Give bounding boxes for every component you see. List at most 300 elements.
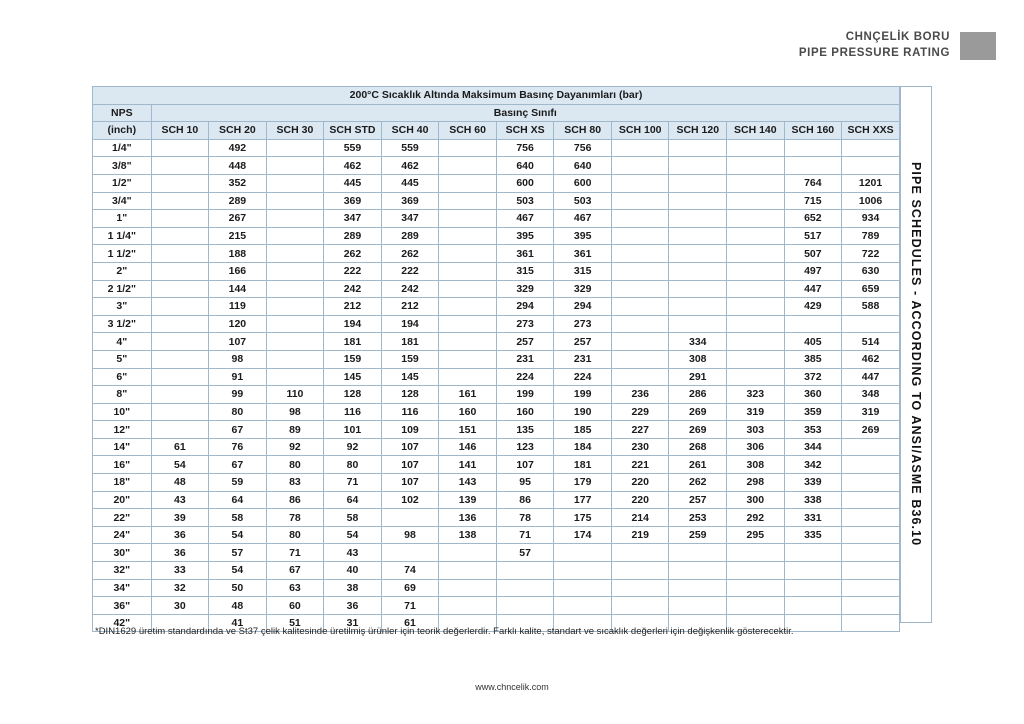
pressure-cell: 319 xyxy=(842,403,900,421)
nps-cell: 3/4" xyxy=(93,192,152,210)
pressure-cell: 261 xyxy=(669,456,727,474)
pressure-cell xyxy=(727,544,785,562)
pressure-cell: 462 xyxy=(324,157,382,175)
pressure-cell: 146 xyxy=(439,438,497,456)
pressure-cell xyxy=(439,192,497,210)
pressure-cell: 184 xyxy=(554,438,612,456)
pressure-cell: 86 xyxy=(266,491,324,509)
pressure-cell: 492 xyxy=(209,139,267,157)
pressure-cell xyxy=(611,227,669,245)
pressure-class-header: Basınç Sınıfı xyxy=(151,104,899,122)
pressure-cell: 67 xyxy=(209,421,267,439)
pressure-cell xyxy=(266,192,324,210)
pressure-cell: 139 xyxy=(439,491,497,509)
pressure-cell: 295 xyxy=(727,526,785,544)
page-header xyxy=(799,30,996,61)
pressure-cell xyxy=(727,579,785,597)
pressure-cell: 199 xyxy=(554,386,612,404)
pressure-cell xyxy=(554,562,612,580)
side-banner-label: PIPE SCHEDULES - ACCORDING TO ANSI/ASME B36.10 xyxy=(909,162,923,547)
pressure-cell xyxy=(842,509,900,527)
pressure-cell: 347 xyxy=(381,210,439,228)
pressure-cell: 145 xyxy=(381,368,439,386)
column-header: SCH 20 xyxy=(209,122,267,140)
pressure-cell xyxy=(611,280,669,298)
nps-cell: 8" xyxy=(93,386,152,404)
pressure-cell xyxy=(842,562,900,580)
pressure-cell: 60 xyxy=(266,597,324,615)
pressure-cell: 600 xyxy=(496,174,554,192)
table-row xyxy=(93,315,900,333)
pressure-cell xyxy=(727,350,785,368)
pressure-cell: 292 xyxy=(727,509,785,527)
pressure-cell: 514 xyxy=(842,333,900,351)
pressure-cell xyxy=(496,597,554,615)
table-row xyxy=(93,262,900,280)
pressure-cell xyxy=(151,350,209,368)
nps-cell: 3/8" xyxy=(93,157,152,175)
pressure-cell: 298 xyxy=(727,474,785,492)
pressure-cell xyxy=(611,315,669,333)
pressure-cell xyxy=(439,368,497,386)
pressure-cell xyxy=(669,315,727,333)
pressure-cell: 236 xyxy=(611,386,669,404)
table-row xyxy=(93,509,900,527)
pressure-cell xyxy=(151,298,209,316)
pressure-cell xyxy=(727,227,785,245)
pressure-cell xyxy=(842,597,900,615)
pressure-cell: 640 xyxy=(554,157,612,175)
pressure-cell: 141 xyxy=(439,456,497,474)
pressure-cell xyxy=(727,192,785,210)
pressure-cell xyxy=(266,350,324,368)
pressure-cell: 273 xyxy=(496,315,554,333)
pressure-cell: 262 xyxy=(324,245,382,263)
pressure-cell: 43 xyxy=(324,544,382,562)
table-row xyxy=(93,210,900,228)
pressure-rating-table xyxy=(92,86,900,632)
pressure-cell: 185 xyxy=(554,421,612,439)
pressure-cell: 447 xyxy=(842,368,900,386)
table-row xyxy=(93,386,900,404)
pressure-cell: 503 xyxy=(554,192,612,210)
pressure-cell xyxy=(439,157,497,175)
pressure-cell: 253 xyxy=(669,509,727,527)
pressure-cell: 36 xyxy=(324,597,382,615)
nps-cell: 12" xyxy=(93,421,152,439)
pressure-cell xyxy=(439,174,497,192)
pressure-cell: 58 xyxy=(324,509,382,527)
pressure-cell xyxy=(727,262,785,280)
nps-cell: 42" xyxy=(93,614,152,632)
pressure-cell: 30 xyxy=(151,597,209,615)
pressure-cell xyxy=(439,315,497,333)
column-header: SCH XS xyxy=(496,122,554,140)
pressure-cell: 395 xyxy=(554,227,612,245)
pressure-cell: 262 xyxy=(669,474,727,492)
table-row xyxy=(93,474,900,492)
pressure-cell xyxy=(669,280,727,298)
pressure-cell: 257 xyxy=(554,333,612,351)
pressure-cell xyxy=(439,139,497,157)
pressure-cell: 71 xyxy=(496,526,554,544)
pressure-cell xyxy=(842,614,900,632)
pressure-cell xyxy=(151,227,209,245)
pressure-cell: 308 xyxy=(727,456,785,474)
pressure-cell xyxy=(554,597,612,615)
pressure-cell: 80 xyxy=(324,456,382,474)
pressure-cell: 109 xyxy=(381,421,439,439)
pressure-cell xyxy=(727,333,785,351)
pressure-cell: 116 xyxy=(324,403,382,421)
pressure-cell xyxy=(151,245,209,263)
nps-cell: 1/4" xyxy=(93,139,152,157)
pressure-cell xyxy=(727,562,785,580)
table-row xyxy=(93,368,900,386)
pressure-cell xyxy=(611,210,669,228)
pressure-cell: 92 xyxy=(324,438,382,456)
nps-cell: 1/2" xyxy=(93,174,152,192)
pressure-cell: 224 xyxy=(496,368,554,386)
pressure-cell: 166 xyxy=(209,262,267,280)
pressure-cell xyxy=(266,210,324,228)
pressure-cell xyxy=(266,174,324,192)
footnote: *DIN1629 üretim standardında ve St37 çelik kalitesinde üretilmiş ürünler için teorik değerlerdir. Farklı kalite, standart ve sıcaklık değerleri için değişkenlik gösterecektir. xyxy=(95,626,794,637)
nps-cell: 2 1/2" xyxy=(93,280,152,298)
pressure-cell xyxy=(611,350,669,368)
pressure-cell: 323 xyxy=(727,386,785,404)
nps-cell: 14" xyxy=(93,438,152,456)
column-header: SCH 40 xyxy=(381,122,439,140)
pressure-cell: 269 xyxy=(842,421,900,439)
pressure-cell xyxy=(842,315,900,333)
nps-cell: 18" xyxy=(93,474,152,492)
pressure-cell xyxy=(784,157,842,175)
pressure-cell: 54 xyxy=(209,562,267,580)
pressure-cell: 41 xyxy=(209,614,267,632)
pressure-cell: 497 xyxy=(784,262,842,280)
pressure-cell xyxy=(842,526,900,544)
pressure-cell: 107 xyxy=(209,333,267,351)
nps-cell: 16" xyxy=(93,456,152,474)
pressure-cell: 48 xyxy=(151,474,209,492)
pressure-cell xyxy=(151,192,209,210)
pressure-cell: 151 xyxy=(439,421,497,439)
pressure-cell: 227 xyxy=(611,421,669,439)
pressure-cell xyxy=(784,139,842,157)
nps-cell: 10" xyxy=(93,403,152,421)
pressure-cell: 289 xyxy=(381,227,439,245)
pressure-cell: 135 xyxy=(496,421,554,439)
pressure-cell: 36 xyxy=(151,544,209,562)
pressure-cell xyxy=(554,579,612,597)
pressure-cell: 51 xyxy=(266,614,324,632)
pressure-cell: 447 xyxy=(784,280,842,298)
table-row xyxy=(93,298,900,316)
pressure-cell xyxy=(151,157,209,175)
nps-cell: 4" xyxy=(93,333,152,351)
pressure-cell: 32 xyxy=(151,579,209,597)
pressure-cell xyxy=(611,174,669,192)
pressure-cell: 57 xyxy=(496,544,554,562)
pressure-cell: 221 xyxy=(611,456,669,474)
pressure-cell: 71 xyxy=(324,474,382,492)
pressure-cell: 64 xyxy=(209,491,267,509)
pressure-cell: 1006 xyxy=(842,192,900,210)
table-row xyxy=(93,227,900,245)
column-header: SCH XXS xyxy=(842,122,900,140)
pressure-cell: 83 xyxy=(266,474,324,492)
nps-cell: 1 1/2" xyxy=(93,245,152,263)
pressure-cell: 231 xyxy=(554,350,612,368)
pressure-cell xyxy=(727,368,785,386)
pressure-cell: 267 xyxy=(209,210,267,228)
pressure-cell: 80 xyxy=(209,403,267,421)
pressure-cell xyxy=(611,157,669,175)
pressure-cell xyxy=(611,139,669,157)
pressure-cell: 429 xyxy=(784,298,842,316)
pressure-cell: 78 xyxy=(266,509,324,527)
pressure-cell xyxy=(439,333,497,351)
pressure-cell: 123 xyxy=(496,438,554,456)
pressure-cell: 588 xyxy=(842,298,900,316)
table-row xyxy=(93,192,900,210)
pressure-cell xyxy=(842,157,900,175)
pressure-cell: 222 xyxy=(381,262,439,280)
table-row xyxy=(93,157,900,175)
table-row xyxy=(93,421,900,439)
pressure-cell xyxy=(151,280,209,298)
pressure-cell: 61 xyxy=(381,614,439,632)
table-row xyxy=(93,350,900,368)
table-row xyxy=(93,544,900,562)
pressure-cell: 257 xyxy=(496,333,554,351)
pressure-cell xyxy=(611,597,669,615)
pressure-cell: 242 xyxy=(324,280,382,298)
column-header: SCH 10 xyxy=(151,122,209,140)
pressure-cell xyxy=(266,139,324,157)
nps-cell: 30" xyxy=(93,544,152,562)
pressure-cell: 257 xyxy=(669,491,727,509)
pressure-cell xyxy=(439,544,497,562)
pressure-cell xyxy=(266,298,324,316)
pressure-cell xyxy=(784,562,842,580)
pressure-cell: 160 xyxy=(496,403,554,421)
pressure-cell: 222 xyxy=(324,262,382,280)
table-row xyxy=(93,174,900,192)
table-group-header-row xyxy=(93,104,900,122)
pressure-cell: 659 xyxy=(842,280,900,298)
pressure-cell: 71 xyxy=(381,597,439,615)
pressure-cell xyxy=(784,315,842,333)
pressure-cell xyxy=(439,262,497,280)
pressure-cell xyxy=(439,597,497,615)
table-row xyxy=(93,403,900,421)
pressure-cell xyxy=(266,262,324,280)
pressure-cell: 219 xyxy=(611,526,669,544)
column-header: SCH 30 xyxy=(266,122,324,140)
pressure-cell: 268 xyxy=(669,438,727,456)
pressure-cell: 329 xyxy=(496,280,554,298)
pressure-cell: 331 xyxy=(784,509,842,527)
pressure-cell: 286 xyxy=(669,386,727,404)
pressure-cell: 98 xyxy=(209,350,267,368)
pressure-cell xyxy=(266,368,324,386)
pressure-cell: 54 xyxy=(324,526,382,544)
pressure-cell xyxy=(151,315,209,333)
page-footer: www.chncelik.com xyxy=(475,682,549,692)
pressure-cell xyxy=(611,262,669,280)
pressure-cell: 334 xyxy=(669,333,727,351)
pressure-cell: 395 xyxy=(496,227,554,245)
pressure-cell xyxy=(842,139,900,157)
pressure-cell: 220 xyxy=(611,491,669,509)
nps-cell: 20" xyxy=(93,491,152,509)
pressure-cell: 181 xyxy=(554,456,612,474)
pressure-cell: 91 xyxy=(209,368,267,386)
pressure-cell xyxy=(439,210,497,228)
pressure-cell: 120 xyxy=(209,315,267,333)
pressure-cell: 273 xyxy=(554,315,612,333)
pressure-cell xyxy=(151,368,209,386)
pressure-cell xyxy=(439,227,497,245)
pressure-cell: 181 xyxy=(324,333,382,351)
pressure-cell xyxy=(727,280,785,298)
pressure-cell xyxy=(669,597,727,615)
pressure-cell: 344 xyxy=(784,438,842,456)
pressure-cell: 38 xyxy=(324,579,382,597)
pressure-cell: 220 xyxy=(611,474,669,492)
pressure-cell: 335 xyxy=(784,526,842,544)
pressure-cell: 39 xyxy=(151,509,209,527)
pressure-cell: 102 xyxy=(381,491,439,509)
pressure-cell: 352 xyxy=(209,174,267,192)
pressure-cell: 385 xyxy=(784,350,842,368)
pressure-cell xyxy=(842,474,900,492)
table-row xyxy=(93,139,900,157)
pressure-cell: 174 xyxy=(554,526,612,544)
pressure-cell: 300 xyxy=(727,491,785,509)
pressure-cell: 756 xyxy=(496,139,554,157)
pressure-cell xyxy=(611,333,669,351)
pressure-cell xyxy=(611,579,669,597)
pressure-cell: 63 xyxy=(266,579,324,597)
table-title: 200°C Sıcaklık Altında Maksimum Basınç Dayanımları (bar) xyxy=(93,87,900,105)
pressure-cell xyxy=(842,579,900,597)
nps-cell: 36" xyxy=(93,597,152,615)
brand-text xyxy=(799,30,950,61)
pressure-cell: 262 xyxy=(381,245,439,263)
pressure-cell: 160 xyxy=(439,403,497,421)
pressure-cell: 138 xyxy=(439,526,497,544)
pressure-cell xyxy=(439,245,497,263)
pressure-cell xyxy=(151,333,209,351)
pressure-cell: 640 xyxy=(496,157,554,175)
pressure-cell: 462 xyxy=(842,350,900,368)
pressure-cell: 289 xyxy=(324,227,382,245)
pressure-cell xyxy=(727,210,785,228)
pressure-cell: 159 xyxy=(381,350,439,368)
column-header: SCH STD xyxy=(324,122,382,140)
pressure-cell xyxy=(439,579,497,597)
pressure-cell xyxy=(381,544,439,562)
pressure-cell: 315 xyxy=(496,262,554,280)
pressure-cell: 756 xyxy=(554,139,612,157)
pressure-cell xyxy=(151,210,209,228)
column-header: SCH 100 xyxy=(611,122,669,140)
pressure-cell: 71 xyxy=(266,544,324,562)
pressure-cell: 50 xyxy=(209,579,267,597)
pressure-cell: 315 xyxy=(554,262,612,280)
pressure-cell: 31 xyxy=(324,614,382,632)
pressure-cell: 43 xyxy=(151,491,209,509)
table-row xyxy=(93,456,900,474)
pressure-cell: 445 xyxy=(381,174,439,192)
pressure-cell xyxy=(669,157,727,175)
pressure-cell xyxy=(842,544,900,562)
pressure-cell: 128 xyxy=(324,386,382,404)
pressure-cell: 242 xyxy=(381,280,439,298)
pressure-cell xyxy=(842,438,900,456)
pressure-rating-sheet xyxy=(92,86,932,632)
pressure-cell xyxy=(611,192,669,210)
pressure-cell xyxy=(669,245,727,263)
pressure-cell: 212 xyxy=(324,298,382,316)
pressure-cell xyxy=(151,174,209,192)
pressure-cell xyxy=(727,174,785,192)
nps-cell: 2" xyxy=(93,262,152,280)
pressure-cell: 95 xyxy=(496,474,554,492)
pressure-cell xyxy=(151,403,209,421)
pressure-cell: 179 xyxy=(554,474,612,492)
pressure-cell: 319 xyxy=(727,403,785,421)
pressure-cell: 289 xyxy=(209,192,267,210)
pressure-cell: 339 xyxy=(784,474,842,492)
pressure-cell xyxy=(669,192,727,210)
pressure-cell xyxy=(151,262,209,280)
pressure-cell: 74 xyxy=(381,562,439,580)
pressure-cell: 448 xyxy=(209,157,267,175)
pressure-cell: 188 xyxy=(209,245,267,263)
pressure-cell: 405 xyxy=(784,333,842,351)
pressure-cell xyxy=(439,280,497,298)
table-row xyxy=(93,526,900,544)
pressure-cell: 116 xyxy=(381,403,439,421)
nps-cell: 1" xyxy=(93,210,152,228)
pressure-cell: 76 xyxy=(209,438,267,456)
pressure-cell: 194 xyxy=(381,315,439,333)
pressure-cell: 69 xyxy=(381,579,439,597)
table-row xyxy=(93,245,900,263)
nps-header: NPS xyxy=(93,104,152,122)
pressure-cell: 445 xyxy=(324,174,382,192)
pressure-cell: 92 xyxy=(266,438,324,456)
pressure-cell: 101 xyxy=(324,421,382,439)
pressure-cell: 308 xyxy=(669,350,727,368)
pressure-cell: 181 xyxy=(381,333,439,351)
pressure-cell: 161 xyxy=(439,386,497,404)
pressure-cell: 136 xyxy=(439,509,497,527)
pressure-cell xyxy=(151,139,209,157)
pressure-cell: 652 xyxy=(784,210,842,228)
pressure-cell: 230 xyxy=(611,438,669,456)
pressure-cell: 291 xyxy=(669,368,727,386)
pressure-cell: 78 xyxy=(496,509,554,527)
pressure-cell xyxy=(439,298,497,316)
column-header: SCH 140 xyxy=(727,122,785,140)
pressure-cell: 67 xyxy=(209,456,267,474)
pressure-cell xyxy=(439,562,497,580)
